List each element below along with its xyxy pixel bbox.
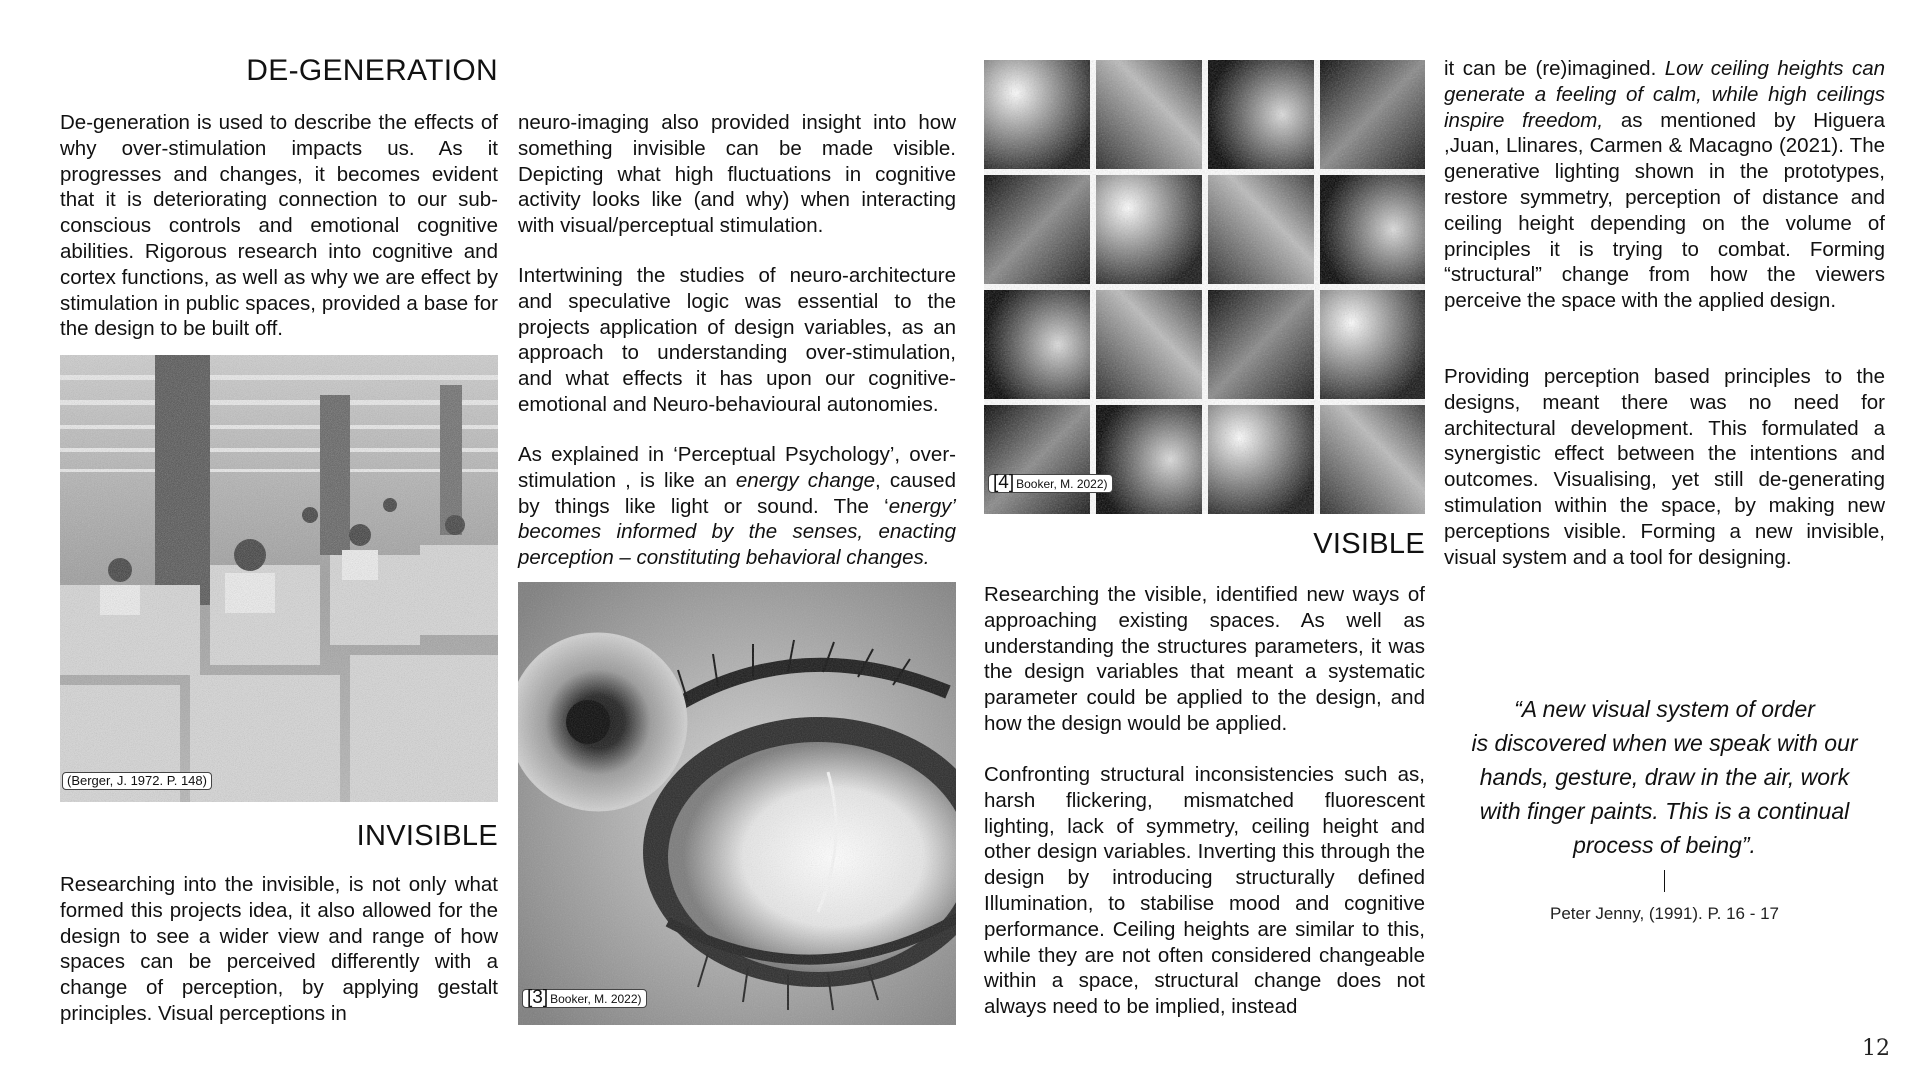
quote-line-4: with finger paints. This is a continual bbox=[1479, 798, 1850, 824]
grid-caption-text: Booker, M. 2022) bbox=[1016, 477, 1108, 491]
quote-citation: Peter Jenny, (1991). P. 16 - 17 bbox=[1549, 904, 1779, 923]
para3-italic-d: energy’ becomes informed by the senses, enacting perception – constituting behavioral changes. bbox=[518, 494, 956, 570]
grid-caption-number: [4] bbox=[993, 472, 1015, 493]
quote-divider bbox=[1664, 870, 1665, 892]
neuro-architecture-paragraph: Intertwining the studies of neuro-architecture and speculative logic was essential to the projects application of design variables, as an approach to understanding over-stimulation, and what effects it has upon our cognitive-emotional and Neuro-behavioural autonomies. bbox=[518, 264, 956, 416]
quote-line-2: is discovered when we speak with our bbox=[1471, 730, 1858, 756]
grid-caption bbox=[988, 474, 1113, 493]
col4-text-a: it can be (re)imagined. bbox=[1444, 57, 1665, 80]
office-photo-caption: (Berger, J. 1972. P. 148) bbox=[62, 772, 212, 790]
eye-photo bbox=[518, 582, 956, 1025]
heading-visible: VISIBLE bbox=[1313, 528, 1425, 560]
neuro-imaging-paragraph: neuro-imaging also provided insight into how something invisible can be made visible. Depicting what high fluctuations in cognitive activity looks like (and why) when interacting with visual/perceptual stimulation. bbox=[518, 111, 956, 238]
para3-energy-change: energy change bbox=[735, 468, 876, 492]
quote-line-3: hands, gesture, draw in the air, work bbox=[1479, 764, 1850, 790]
eye-photo-caption bbox=[522, 989, 647, 1008]
heading-invisible: INVISIBLE bbox=[356, 820, 498, 852]
office-photo bbox=[60, 355, 498, 802]
visible-paragraph-1: Researching the visible, identified new ways of approaching existing spaces. As well as understanding the structures parameters, it was the design variables that meant a systematic parameter could be applied to the design, and how the design would be applied. bbox=[984, 583, 1425, 735]
eye-caption-number: [3] bbox=[527, 987, 549, 1008]
perceptual-psychology-paragraph bbox=[518, 442, 956, 571]
ceiling-heights-paragraph bbox=[1444, 56, 1885, 314]
visible-paragraph-2: Confronting structural inconsistencies such as, harsh flickering, mismatched fluorescent lighting, lack of symmetry, ceiling height and other design variables. Inverting this through the design by introducing structurally defined Illumination, to stabilise mood and cognitive performance. Ceiling heights are similar to this, while they are not often considered changeable within a space, structural change does not always need to be implied, instead bbox=[984, 763, 1425, 1019]
col4-text-c: as mentioned by Higuera ,Juan, Llinares, Carmen & Macagno (2021). The generative lighting shown in the prototypes, restore symmetry, perception of distance and ceiling height depending on the volume of principles it is trying to combat. Forming “structural” change from how the viewers perceive the space with the applied design. bbox=[1444, 108, 1886, 313]
invisible-paragraph: Researching into the invisible, is not only what formed this projects idea, it also allowed for the design to see a wider view and range of how spaces can be perceived differently with a change of perception, by applying gestalt principles. Visual perceptions in bbox=[60, 873, 498, 1025]
page-number: 12 bbox=[1862, 1036, 1890, 1061]
eye-caption-text: Booker, M. 2022) bbox=[550, 992, 642, 1006]
col4-italic-b: Low ceiling heights can generate a feeling of calm, while high ceilings inspire freedom, bbox=[1444, 57, 1886, 132]
neuro-image-grid bbox=[984, 60, 1425, 514]
perception-principles-paragraph: Providing perception based principles to the designs, meant there was no need for architectural development. This formulated a synergistic effect between the intentions and outcomes. Visualising, yet still de-generating stimulation within the space, by making new perceptions visible. Forming a new invisible, visual system and a tool for designing. bbox=[1444, 365, 1885, 569]
para3-text-c: , caused by things like light or sound. The ‘ bbox=[518, 468, 956, 518]
heading-degeneration: DE-GENERATION bbox=[246, 54, 498, 87]
quote-line-1: “A new visual system of order bbox=[1514, 696, 1815, 722]
degeneration-paragraph: De-generation is used to describe the effects of why over-stimulation impacts us. As it progresses and changes, it becomes evident that it is deteriorating connection to our sub-conscious controls and emotional cognitive abilities. Rigorous research into cognitive and cortex functions, as well as why we are effect by stimulation in public spaces, provided a base for the design to be built off. bbox=[60, 111, 498, 341]
quote-line-5: process of being”. bbox=[1573, 832, 1756, 858]
para3-text-a: As explained in ‘Perceptual Psychology’, over-stimulation , is like an bbox=[518, 443, 956, 492]
pull-quote bbox=[1444, 692, 1885, 862]
